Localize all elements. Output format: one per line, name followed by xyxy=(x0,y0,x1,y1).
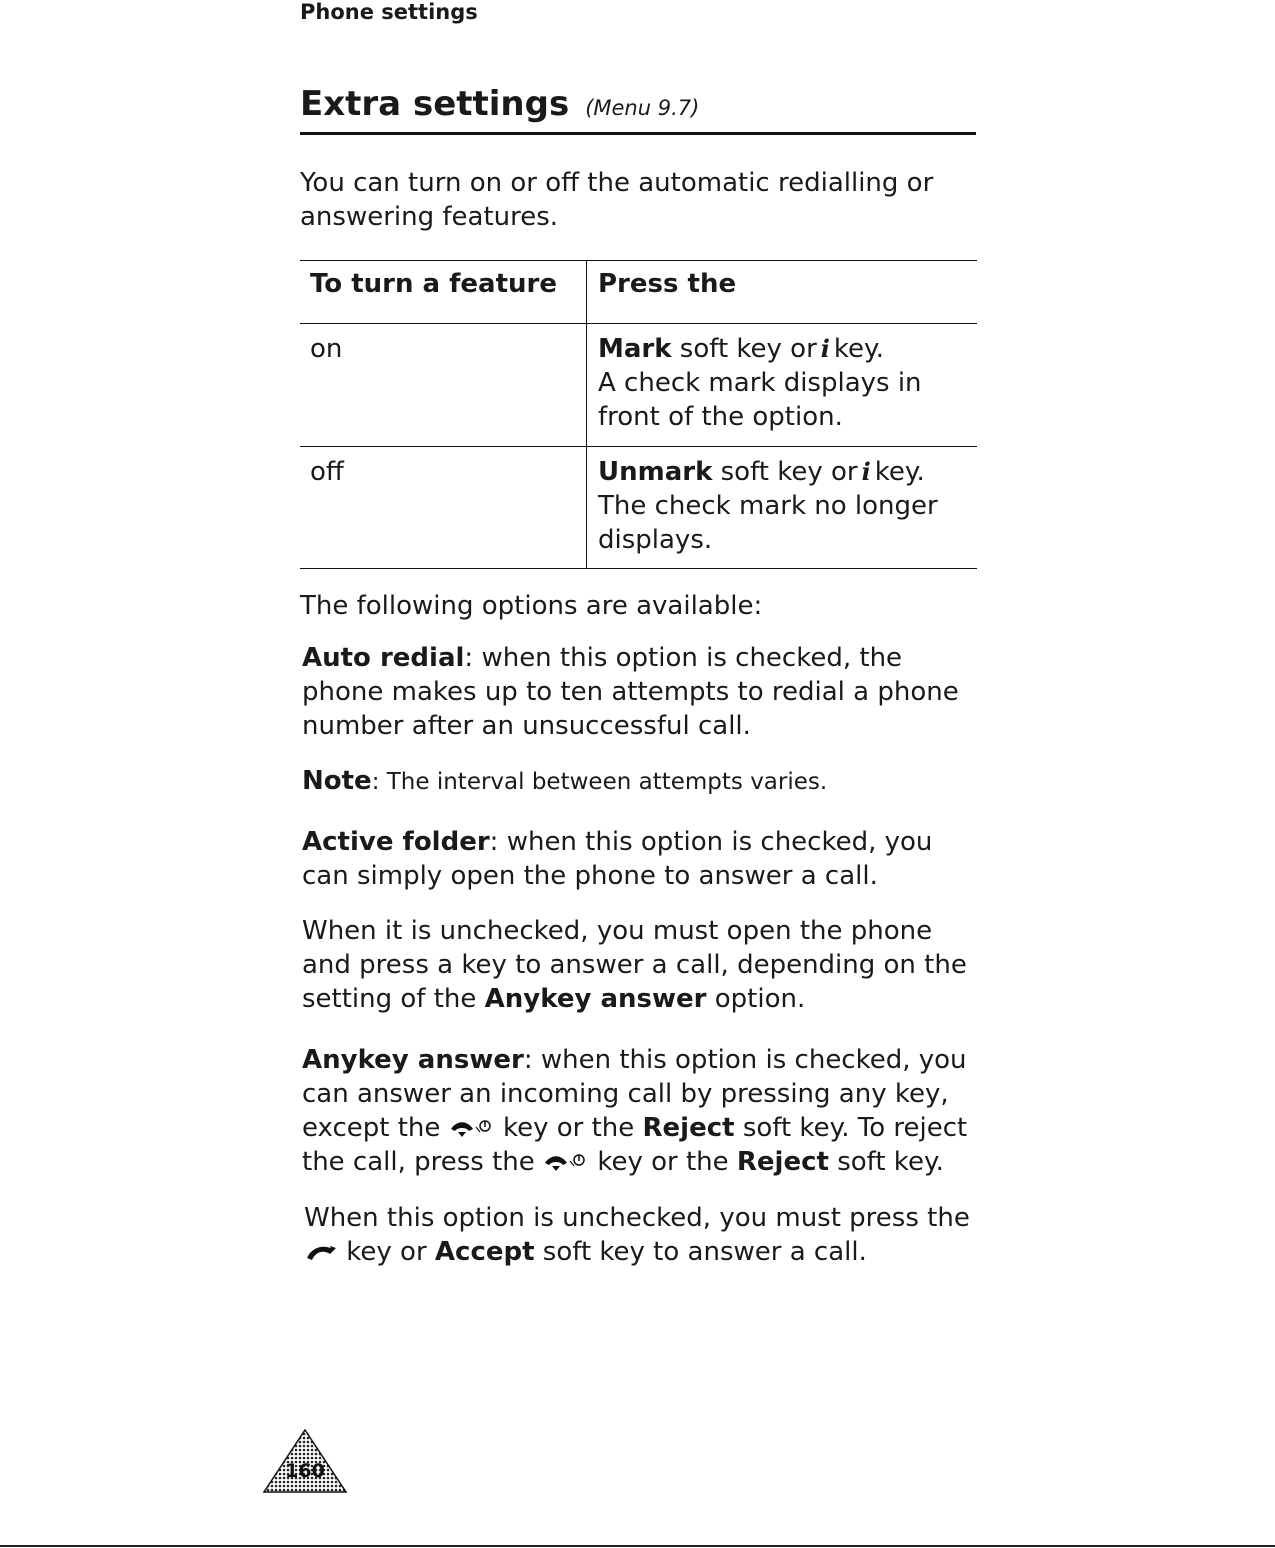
accept-softkey-label: Accept xyxy=(434,1237,535,1267)
reject-softkey-label: Reject xyxy=(642,1113,735,1143)
end-power-key-icon xyxy=(543,1152,589,1174)
active-folder-term: Active folder xyxy=(302,827,490,857)
table-row xyxy=(300,324,977,447)
paragraph-text: soft key. xyxy=(837,1147,944,1177)
reject-softkey-label: Reject xyxy=(736,1147,829,1177)
auto-redial-text: : when this option is checked, the phone makes up to ten attempts to redial a phone number after an unsuccessful call. xyxy=(302,643,959,741)
paragraph-text: soft key. To reject the call, press the xyxy=(302,1113,968,1177)
active-folder-paragraph-2 xyxy=(302,914,982,1016)
paragraph-text: key or the xyxy=(502,1113,635,1143)
anykey-term: Anykey answer xyxy=(302,1045,524,1075)
active-folder-text: : when this option is checked, you can simply open the phone to answer a call. xyxy=(302,827,933,891)
action-description: The check mark no longer displays. xyxy=(598,491,938,555)
auto-redial-term: Auto redial xyxy=(302,643,465,673)
anykey-answer-paragraph xyxy=(302,1043,992,1179)
feature-cell: off xyxy=(310,457,344,487)
action-text: soft key or xyxy=(720,457,858,487)
note-term: Note xyxy=(302,766,372,796)
feature-table xyxy=(300,260,977,569)
paragraph-text: key or the xyxy=(597,1147,729,1177)
menu-reference: (Menu 9.7) xyxy=(585,96,700,120)
action-text: key. xyxy=(833,334,884,364)
action-text: soft key or xyxy=(679,334,817,364)
paragraph-text: option. xyxy=(706,984,806,1014)
action-cell xyxy=(587,324,978,447)
section-title xyxy=(300,84,976,135)
note-paragraph xyxy=(302,764,982,799)
action-text: key. xyxy=(874,457,925,487)
note-text: : The interval between attempts varies. xyxy=(371,769,828,795)
paragraph-text: soft key to answer a call. xyxy=(542,1237,867,1267)
running-head: Phone settings xyxy=(300,0,478,24)
end-power-key-icon xyxy=(449,1118,495,1140)
paragraph-text: : when this option is checked, you can answer an incoming call by pressing any key, except the xyxy=(302,1045,967,1143)
i-key-icon: i xyxy=(861,457,871,486)
send-key-icon xyxy=(304,1242,338,1264)
active-folder-paragraph xyxy=(302,825,982,893)
intro-paragraph: You can turn on or off the automatic redialling or answering features. xyxy=(300,168,934,232)
options-intro: The following options are available: xyxy=(300,591,763,621)
action-cell xyxy=(587,447,978,569)
table-row xyxy=(300,447,977,569)
auto-redial-paragraph xyxy=(302,641,982,743)
page-marker xyxy=(262,1428,348,1494)
i-key-icon: i xyxy=(820,334,830,363)
paragraph-text: When this option is unchecked, you must press the xyxy=(304,1203,970,1233)
anykey-answer-paragraph-2 xyxy=(304,1201,994,1269)
table-header-row xyxy=(300,261,977,324)
feature-cell: on xyxy=(310,334,343,364)
col-header-feature: To turn a feature xyxy=(310,269,557,299)
paragraph-text: key or xyxy=(346,1237,427,1267)
paragraph-text: When it is unchecked, you must open the phone and press a key to answer a call, depending on the setting of the xyxy=(302,916,967,1014)
anykey-answer-ref: Anykey answer xyxy=(484,984,707,1014)
page-number: 160 xyxy=(285,1460,325,1482)
bottom-rule xyxy=(0,1545,1275,1547)
softkey-label: Mark xyxy=(598,334,672,364)
softkey-label: Unmark xyxy=(598,457,713,487)
action-description: A check mark displays in front of the option. xyxy=(598,368,922,432)
col-header-press: Press the xyxy=(587,261,978,324)
title-text: Extra settings xyxy=(300,84,570,124)
